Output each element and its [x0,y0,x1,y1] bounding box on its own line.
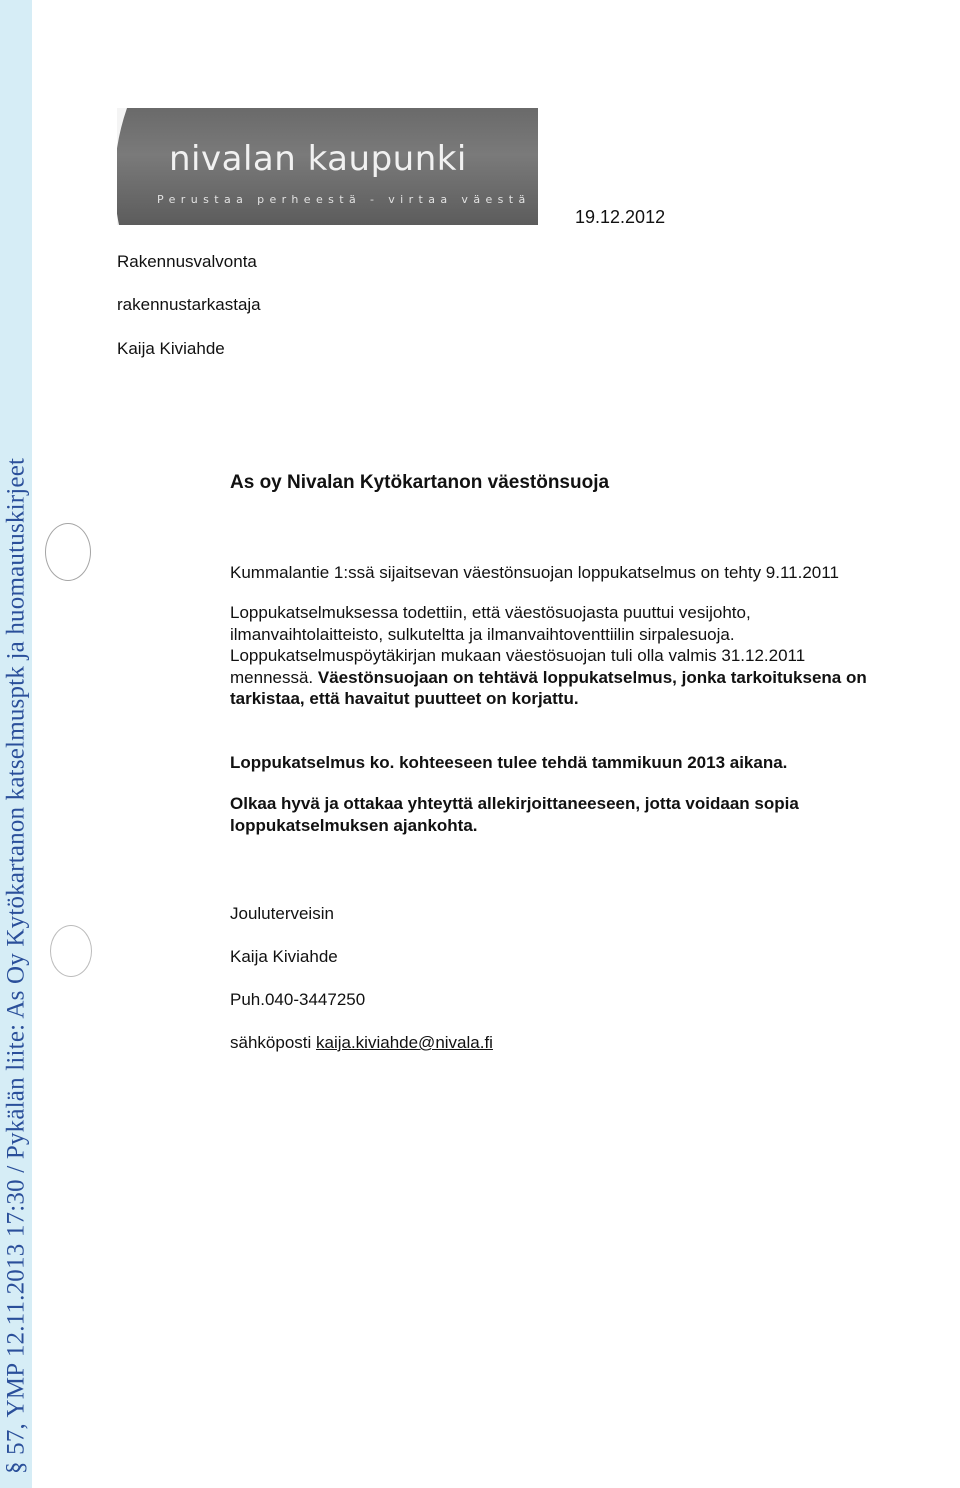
body-paragraph-3: Loppukatselmus ko. kohteeseen tulee tehdä tammikuun 2013 aikana. [230,753,788,772]
body-paragraph-4 [230,793,960,836]
signer-email-line [230,1034,493,1051]
letter-subject: As oy Nivalan Kytökartanon väestönsuoja [230,472,610,493]
body-paragraph-2-line: Loppukatselmuspöytäkirjan mukaan väestösuojan tuli olla valmis 31.12.2011 [230,646,806,665]
body-paragraph-2 [230,602,960,710]
sender-department: Rakennusvalvonta [117,252,257,271]
punch-hole-top [45,523,91,581]
side-stamp-text: § 57, YMP 12.11.2013 17:30 / Pykälän liite: As Oy Kytökartanon katselmusptk ja huomautuskirjeet [2,457,30,1474]
sender-title: rakennustarkastaja [117,295,261,314]
punch-hole-bottom [50,925,92,977]
body-paragraph-2-line: ilmanvaihtolaitteisto, sulkuteltta ja ilmanvaihtoventtiilin sirpalesuoja. [230,624,735,644]
closing-greeting: Jouluterveisin [230,904,334,923]
body-paragraph-2-line: Loppukatselmuksessa todettiin, että väestösuojasta puuttui vesijohto, [230,603,751,622]
logo-swoosh-icon [117,108,153,225]
signer-phone: Puh.040-3447250 [230,990,366,1009]
signer-name: Kaija Kiviahde [230,947,338,966]
email-label: sähköposti [230,1033,316,1052]
logo-slogan: Perustaa perheestä - virtaa väestä [157,193,531,206]
letter-date: 19.12.2012 [575,207,666,227]
body-paragraph-2-plain-text: mennessä. [230,667,318,687]
body-paragraph-4-line: Olkaa hyvä ja ottakaa yhteyttä allekirjoittaneeseen, jotta voidaan sopia [230,794,799,813]
body-paragraph-2-bold-text: Väestönsuojaan on tehtävä loppukatselmus, jonka tarkoituksena on [317,667,867,687]
logo-city-name: nivalan kaupunki [169,139,467,179]
body-paragraph-1: Kummalantie 1:ssä sijaitsevan väestönsuojan loppukatselmus on tehty 9.11.2011 [230,563,839,582]
body-paragraph-4-line: loppukatselmuksen ajankohta. [230,815,478,835]
city-logo-banner [117,108,538,225]
email-link[interactable]: kaija.kiviahde@nivala.fi [316,1033,493,1052]
side-stamp-strip [0,0,32,1488]
sender-name: Kaija Kiviahde [117,339,225,358]
body-paragraph-2-line [230,667,960,689]
body-paragraph-2-bold-line: tarkistaa, että havaitut puutteet on korjattu. [230,689,579,708]
